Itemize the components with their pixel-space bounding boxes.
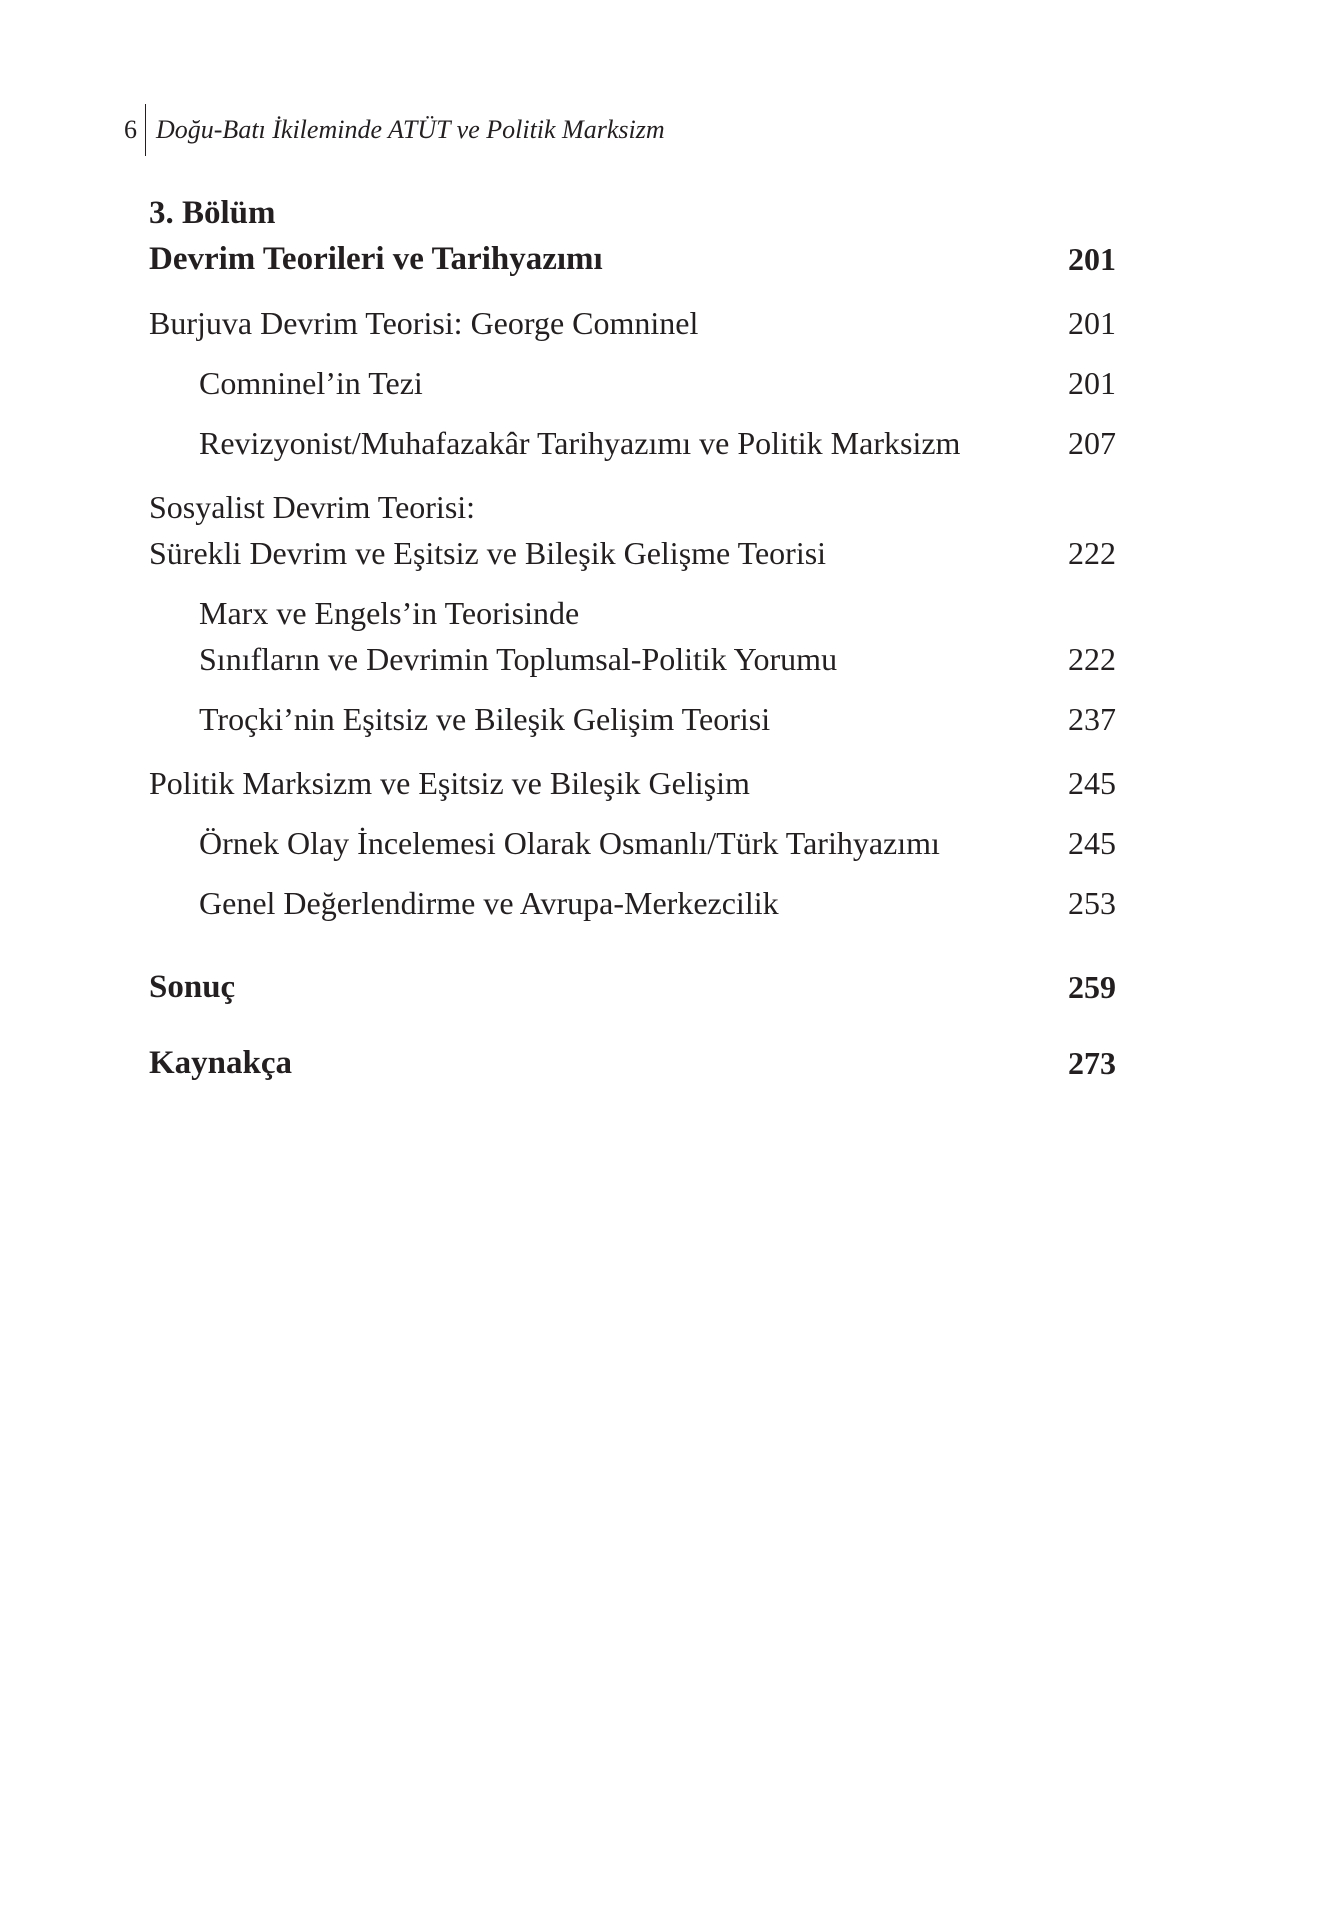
toc-entry-title-line: Marx ve Engels’in Teorisinde — [199, 595, 580, 631]
toc-entry-title: Kaynakça — [149, 1045, 293, 1081]
toc-subentry — [149, 880, 1116, 926]
toc-entry-title — [149, 484, 826, 576]
toc-entry-title: Genel Değerlendirme ve Avrupa-Merkezcilik — [199, 885, 779, 921]
toc-entry-title: Revizyonist/Muhafazakâr Tarihyazımı ve Politik Marksizm — [199, 425, 961, 461]
toc-entry-page: 245 — [1068, 825, 1116, 861]
toc-entry-page: 201 — [1068, 305, 1116, 341]
toc-entry-page: 222 — [1068, 535, 1116, 571]
toc-backmatter-bibliography — [149, 1040, 1116, 1086]
book-title: Doğu-Batı İkileminde ATÜT ve Politik Marksizm — [156, 115, 665, 144]
toc-entry-page: 222 — [1068, 641, 1116, 677]
toc-entry-title-line: Sınıfların ve Devrimin Toplumsal-Politik Yorumu — [199, 641, 838, 677]
toc-entry-title: Politik Marksizm ve Eşitsiz ve Bileşik Gelişim — [149, 765, 750, 801]
toc-subentry — [149, 420, 1116, 466]
chapter-title-row — [149, 236, 1116, 282]
toc-entry-title: Örnek Olay İncelemesi Olarak Osmanlı/Türk Tarihyazımı — [199, 825, 940, 861]
toc-entry-page: 201 — [1068, 365, 1116, 401]
toc-entry-page: 259 — [1068, 969, 1116, 1005]
toc-subentry — [149, 820, 1116, 866]
toc-entry-title-line: Sosyalist Devrim Teorisi: — [149, 489, 476, 525]
table-of-contents — [149, 190, 1116, 1086]
running-head — [124, 104, 665, 156]
chapter-label: 3. Bölüm — [149, 195, 276, 231]
toc-entry-title — [199, 590, 837, 682]
toc-entry — [149, 300, 1116, 346]
toc-entry-page: 207 — [1068, 425, 1116, 461]
toc-entry-title-line: Sürekli Devrim ve Eşitsiz ve Bileşik Gelişme Teorisi — [149, 535, 827, 571]
toc-entry-title: Troçki’nin Eşitsiz ve Bileşik Gelişim Teorisi — [199, 701, 771, 737]
chapter-title: Devrim Teorileri ve Tarihyazımı — [149, 241, 603, 277]
toc-entry — [149, 760, 1116, 806]
toc-subentry — [149, 696, 1116, 742]
page-number: 6 — [124, 115, 137, 144]
toc-backmatter-conclusion — [149, 964, 1116, 1010]
toc-entry-page: 237 — [1068, 701, 1116, 737]
toc-entry-title: Sonuç — [149, 969, 236, 1005]
toc-entry-page: 245 — [1068, 765, 1116, 801]
toc-subentry — [149, 360, 1116, 406]
chapter-page-number: 201 — [1068, 241, 1116, 277]
toc-entry-page: 253 — [1068, 885, 1116, 921]
toc-entry — [149, 484, 1116, 576]
toc-subentry — [149, 590, 1116, 682]
toc-entry-page: 273 — [1068, 1045, 1116, 1081]
toc-entry-title: Comninel’in Tezi — [199, 365, 423, 401]
toc-entry-title: Burjuva Devrim Teorisi: George Comninel — [149, 305, 699, 341]
